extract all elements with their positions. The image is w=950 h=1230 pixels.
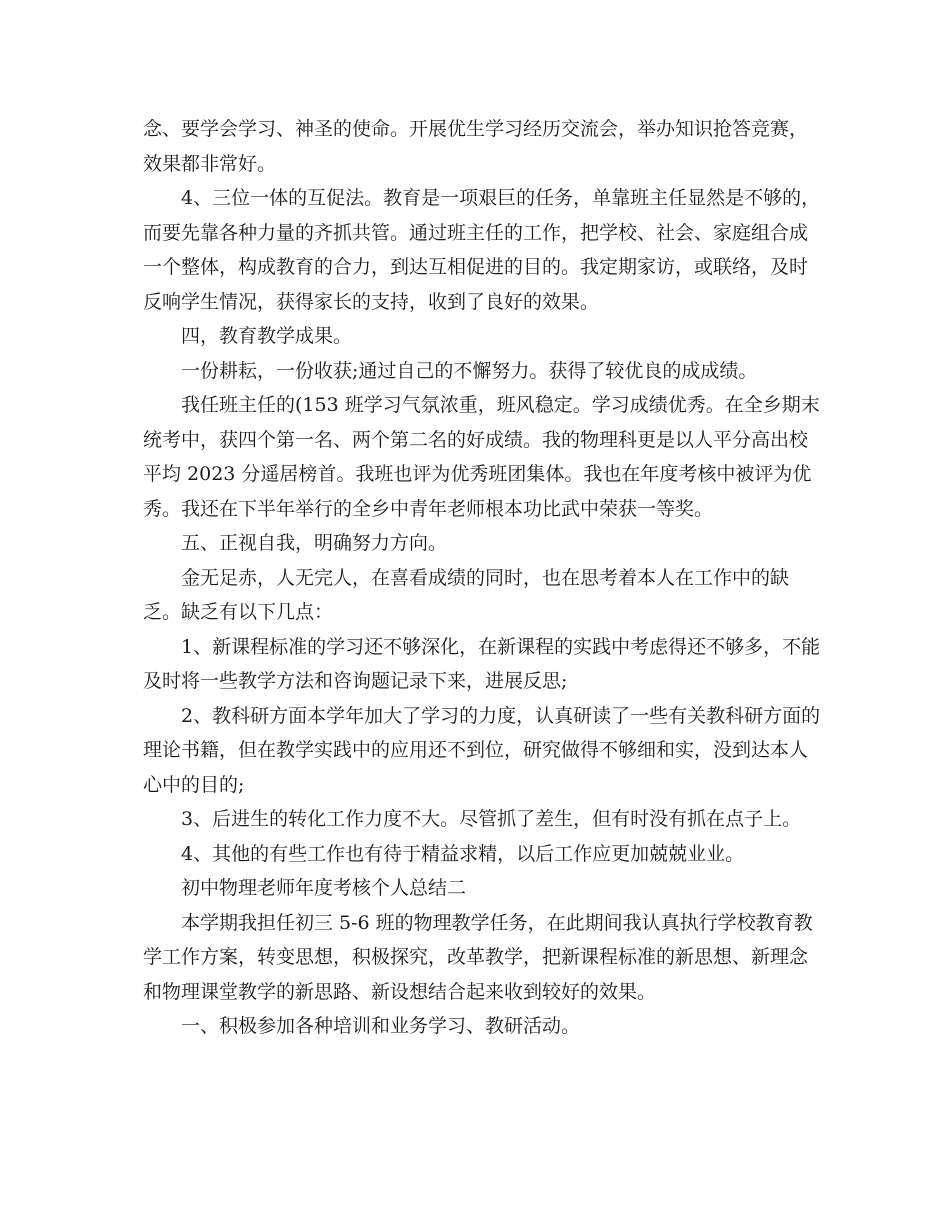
- text-line: 反响学生情况，获得家长的支持，收到了良好的效果。: [143, 290, 600, 313]
- text-line: 理论书籍，但在教学实践中的应用还不到位，研究做得不够细和实，没到达本人: [143, 739, 809, 761]
- text-line: 心中的目的;: [143, 773, 245, 796]
- section-heading: 五、正视自我，明确努力方向。: [181, 532, 448, 554]
- text-line: 和物理课堂教学的新思路、新设想结合起来收到较好的效果。: [143, 980, 657, 1003]
- text-line: 4、三位一体的互促法。教育是一项艰巨的任务，单靠班主任显然是不够的，: [181, 187, 821, 209]
- text-line: 金无足赤，人无完人，在喜看成绩的同时，也在思考着本人在工作中的缺: [181, 566, 790, 589]
- text-line: 统考中，获四个第一名、两个第二名的好成绩。我的物理科更是以人平分高出校: [143, 428, 809, 451]
- text-line: 而要先靠各种力量的齐抓共管。通过班主任的工作，把学校、社会、家庭组合成: [143, 221, 809, 244]
- list-item: 1、新课程标准的学习还不够深化，在新课程的实践中考虑得还不够多，不能: [181, 635, 821, 658]
- text-line: 平均 2023 分遥居榜首。我班也评为优秀班团集体。我也在年度考核中被评为优: [143, 463, 812, 485]
- text-line: 学工作方案，转变思想，积极探究，改革教学，把新课程标准的新思想、新理念: [143, 946, 809, 968]
- section-title: 初中物理老师年度考核个人总结二: [181, 877, 467, 899]
- text-line: 秀。我还在下半年举行的全乡中青年老师根本功比武中荣获一等奖。: [143, 497, 714, 520]
- text-line: 念、要学会学习、神圣的使命。开展优生学习经历交流会，举办知识抢答竞赛，: [143, 118, 809, 140]
- list-item: 4、其他的有些工作也有待于精益求精，以后工作应更加兢兢业业。: [181, 842, 745, 865]
- text-line: 及时将一些教学方法和咨询题记录下来，进展反思;: [143, 670, 568, 692]
- text-line: 本学期我担任初三 5-6 班的物理教学任务，在此期间我认真执行学校教育教: [181, 911, 813, 934]
- section-heading: 一、积极参加各种培训和业务学习、教研活动。: [181, 1015, 581, 1037]
- text-line: 一个整体，构成教育的合力，到达互相促进的目的。我定期家访，或联络，及时: [143, 256, 809, 278]
- list-item: 3、后进生的转化工作力度不大。尽管抓了差生，但有时没有抓在点子上。: [181, 808, 802, 830]
- section-heading: 四，教育教学成果。: [181, 325, 353, 347]
- document-body: [143, 112, 821, 1044]
- text-line: 乏。缺乏有以下几点：: [143, 601, 334, 623]
- text-line: 效果都非常好。: [143, 152, 277, 175]
- text-line: 一份耕耘，一份收获;通过自己的不懈努力。获得了较优良的成成绩。: [181, 359, 758, 382]
- text-line: 我任班主任的(153 班学习气氛浓重，班风稳定。学习成绩优秀。在全乡期末: [181, 394, 820, 416]
- list-item: 2、教科研方面本学年加大了学习的力度，认真研读了一些有关教科研方面的: [181, 704, 821, 727]
